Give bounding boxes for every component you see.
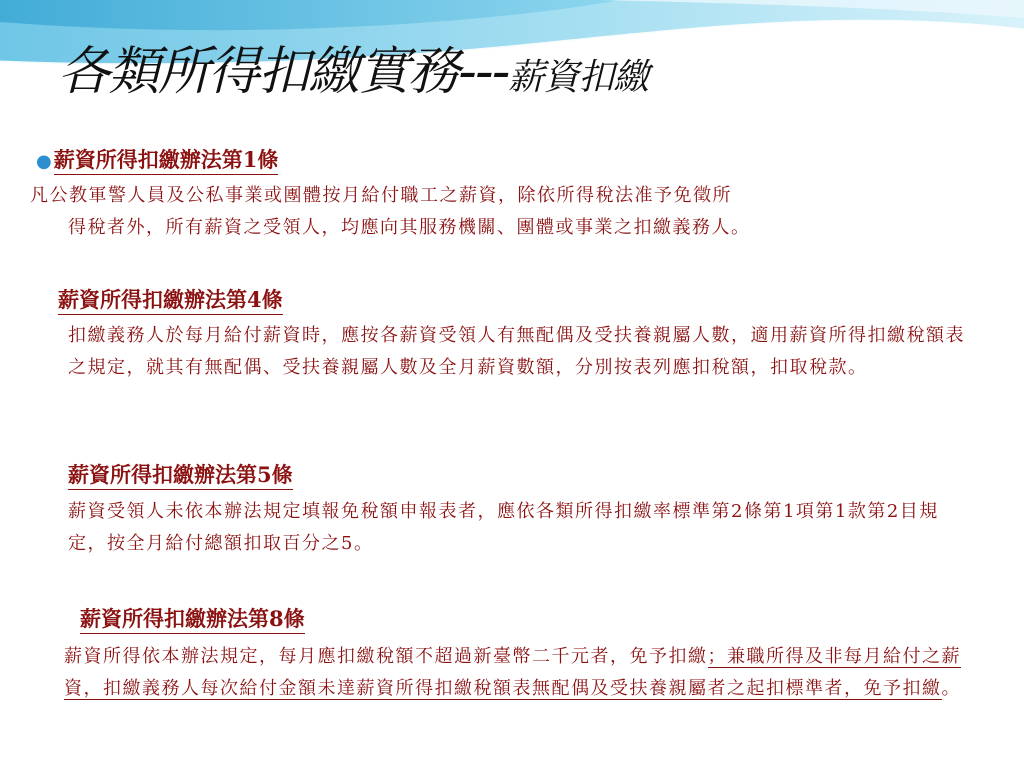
section-body-article-1: 凡公教軍警人員及公私事業或團體按月給付職工之薪資，除依所得稅法准予免徵所 得稅者外，所有薪資之受領人，均應向其服務機關、團體或事業之扣繳義務人。: [30, 185, 751, 238]
section-heading-article-1: ●薪資所得扣繳辦法第1條: [36, 147, 278, 173]
section-heading-article-4: 薪資所得扣繳辦法第4條: [58, 287, 283, 312]
bullet-icon: ●: [36, 151, 52, 172]
page-title: [58, 42, 649, 102]
section-heading-article-5: 薪資所得扣繳辦法第5條: [68, 462, 293, 487]
section-body-article-8: 薪資所得依本辦法規定，每月應扣繳稅額不超過新臺幣二千元者，免予扣繳；兼職所得及非每月給付之薪資，扣繳義務人每次給付金額未達薪資所得扣繳稅額表無配偶及受扶養親屬者之起扣標準者，免予扣繳。: [64, 646, 961, 699]
underlined-clause: ；兼職所得及非每月給付之薪資，扣繳義務人每次給付金額未達薪資所得扣繳稅額表無配偶及受扶養親屬者之起扣標準者，免予扣繳: [64, 646, 961, 699]
section-body-article-4: 扣繳義務人於每月給付薪資時，應按各薪資受領人有無配偶及受扶養親屬人數，適用薪資所得扣繳稅額表之規定，就其有無配偶、受扶養親屬人數及全月薪資數額，分別按表列應扣稅額，扣取稅款。: [68, 325, 965, 378]
page-title-sub: 薪資扣繳: [508, 57, 649, 98]
page-title-main: 各類所得扣繳實務---: [58, 42, 509, 102]
section-body-article-5: 薪資受領人未依本辦法規定填報免稅額申報表者，應依各類所得扣繳率標準第2條第1項第1款第2目規定，按全月給付總額扣取百分之5。: [68, 501, 939, 554]
section-heading-article-8: 薪資所得扣繳辦法第8條: [80, 606, 305, 631]
